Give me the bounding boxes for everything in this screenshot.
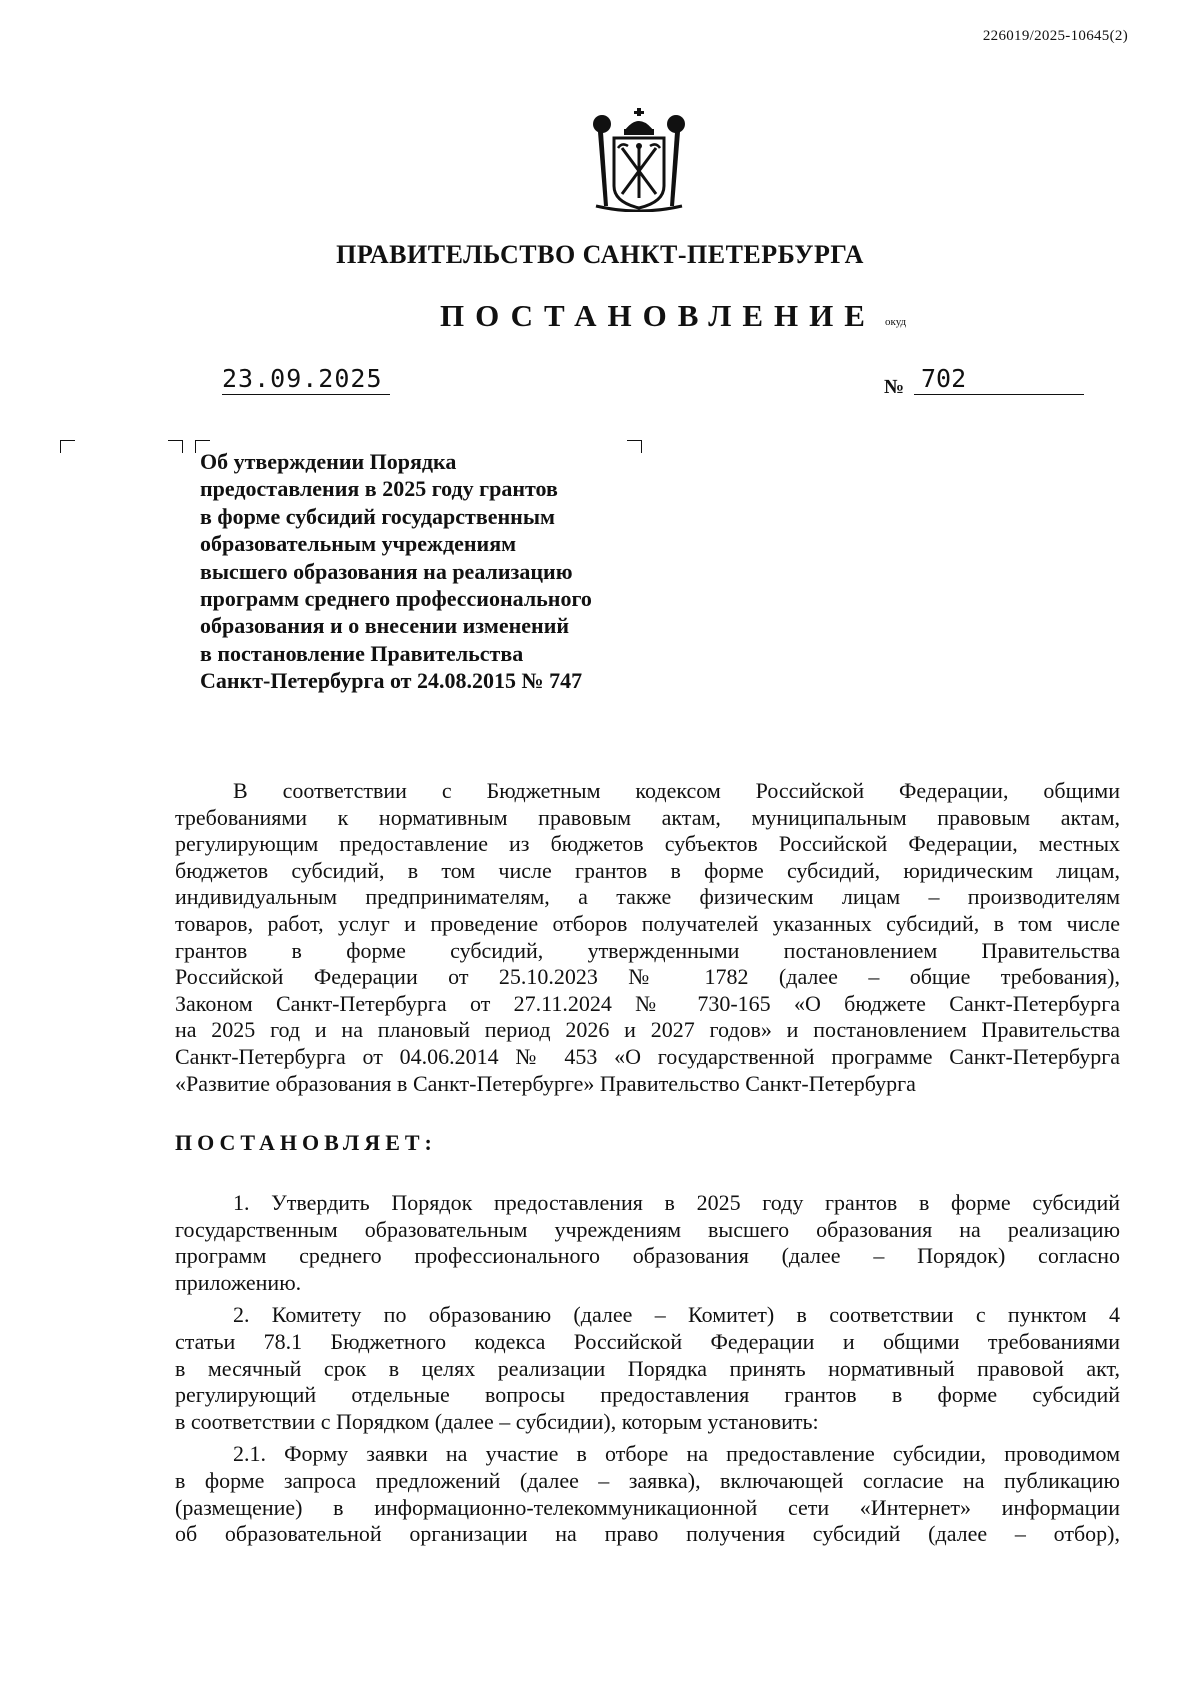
preamble-line: В соответствии с Бюджетным кодексом Российской Федерации, общими xyxy=(233,778,1120,803)
point-1-line: государственным образовательным учреждениям высшего образования на реализацию xyxy=(175,1216,1120,1242)
subject-line: Об утверждении Порядка xyxy=(200,449,457,474)
date-underline xyxy=(222,394,390,395)
point-2-line: в месячный срок в целях реализации Порядка принять нормативный правовой акт, xyxy=(175,1355,1120,1381)
point-1-line: программ среднего профессионального образования (далее – Порядок) согласно xyxy=(175,1243,1120,1269)
document-kind: ПОСТАНОВЛЕНИЕ xyxy=(440,298,876,333)
point-1-line: приложению. xyxy=(175,1269,302,1295)
preamble-line: Санкт-Петербурга от 04.06.2014 № 453 «О государственной программе Санкт-Петербурга xyxy=(175,1043,1120,1069)
subject-line: образования и о внесении изменений xyxy=(200,613,570,639)
preamble-line: регулирующим предоставление из бюджетов субъектов Российской Федерации, местных xyxy=(175,831,1120,857)
point-2-1-line: (размещение) в информационно-телекоммуникационной сети «Интернет» информации xyxy=(175,1494,1120,1520)
corner-mark xyxy=(60,440,75,453)
point-2-1-line: об образовательной организации на право получения субсидий (далее – отбор), xyxy=(175,1521,1120,1547)
government-name: ПРАВИТЕЛЬСТВО САНКТ-ПЕТЕРБУРГА xyxy=(336,240,864,269)
point-2-line: в соответствии с Порядком (далее – субсидии), которым установить: xyxy=(175,1408,819,1434)
preamble-line: требованиями к нормативным правовым актам, муниципальным правовым актам, xyxy=(175,804,1120,830)
preamble-line: индивидуальным предпринимателям, а также физическим лицам – производителям xyxy=(175,884,1120,910)
number-sign: № xyxy=(884,376,905,398)
document-subject xyxy=(200,448,660,695)
preamble-line: грантов в форме субсидий, утвержденными постановлением Правительства xyxy=(175,937,1120,963)
subject-line: в постановление Правительства xyxy=(200,640,524,666)
point-2-1-line: в форме запроса предложений (далее – заявка), включающей согласие на публикацию xyxy=(175,1467,1120,1493)
resolution-points xyxy=(175,1190,1120,1548)
preamble-line: «Развитие образования в Санкт-Петербурге» Правительство Санкт-Петербурга xyxy=(175,1070,916,1096)
subject-line: программ среднего профессионального xyxy=(200,586,592,612)
preamble-line: товаров, работ, услуг и проведение отборов получателей указанных субсидий, в том числе xyxy=(175,910,1120,936)
preamble xyxy=(175,778,1120,1097)
document-number: 702 xyxy=(921,364,967,393)
point-2-line: 2. Комитету по образованию (далее – Комитет) в соответствии с пунктом 4 xyxy=(233,1302,1120,1328)
saint-petersburg-coat-of-arms-icon xyxy=(590,108,688,212)
point-2-line: статьи 78.1 Бюджетного кодекса Российской Федерации и общими требованиями xyxy=(175,1328,1120,1354)
point-2-1-line: 2.1. Форму заявки на участие в отборе на предоставление субсидии, проводимом xyxy=(233,1441,1120,1467)
preamble-line: на 2025 год и на плановый период 2026 и 2027 годов» и постановлением Правительства xyxy=(175,1017,1120,1043)
preamble-line: Российской Федерации от 25.10.2023 № 1782 (далее – общие требования), xyxy=(175,964,1120,990)
number-underline xyxy=(914,394,1084,395)
preamble-line: бюджетов субсидий, в том числе грантов в форме субсидий, юридическим лицам, xyxy=(175,857,1120,883)
subject-line: высшего образования на реализацию xyxy=(200,558,573,584)
decides-heading: ПОСТАНОВЛЯЕТ: xyxy=(175,1130,437,1155)
corner-mark xyxy=(168,440,183,453)
preamble-line: Законом Санкт-Петербурга от 27.11.2024 № 730-165 «О бюджете Санкт-Петербурга xyxy=(175,990,1120,1016)
registration-number: 226019/2025-10645(2) xyxy=(982,28,1128,44)
subject-line: образовательным учреждениям xyxy=(200,531,517,557)
subject-line: в форме субсидий государственным xyxy=(200,503,555,529)
subject-line: Санкт-Петербурга от 24.08.2015 № 747 xyxy=(200,668,583,694)
okud-label: окуд xyxy=(885,316,907,328)
point-2-line: регулирующий отдельные вопросы предоставления грантов в форме субсидий xyxy=(175,1382,1120,1408)
document-date: 23.09.2025 xyxy=(222,364,383,393)
point-1-line: 1. Утвердить Порядок предоставления в 2025 году грантов в форме субсидий xyxy=(233,1190,1120,1215)
subject-line: предоставления в 2025 году грантов xyxy=(200,476,558,502)
